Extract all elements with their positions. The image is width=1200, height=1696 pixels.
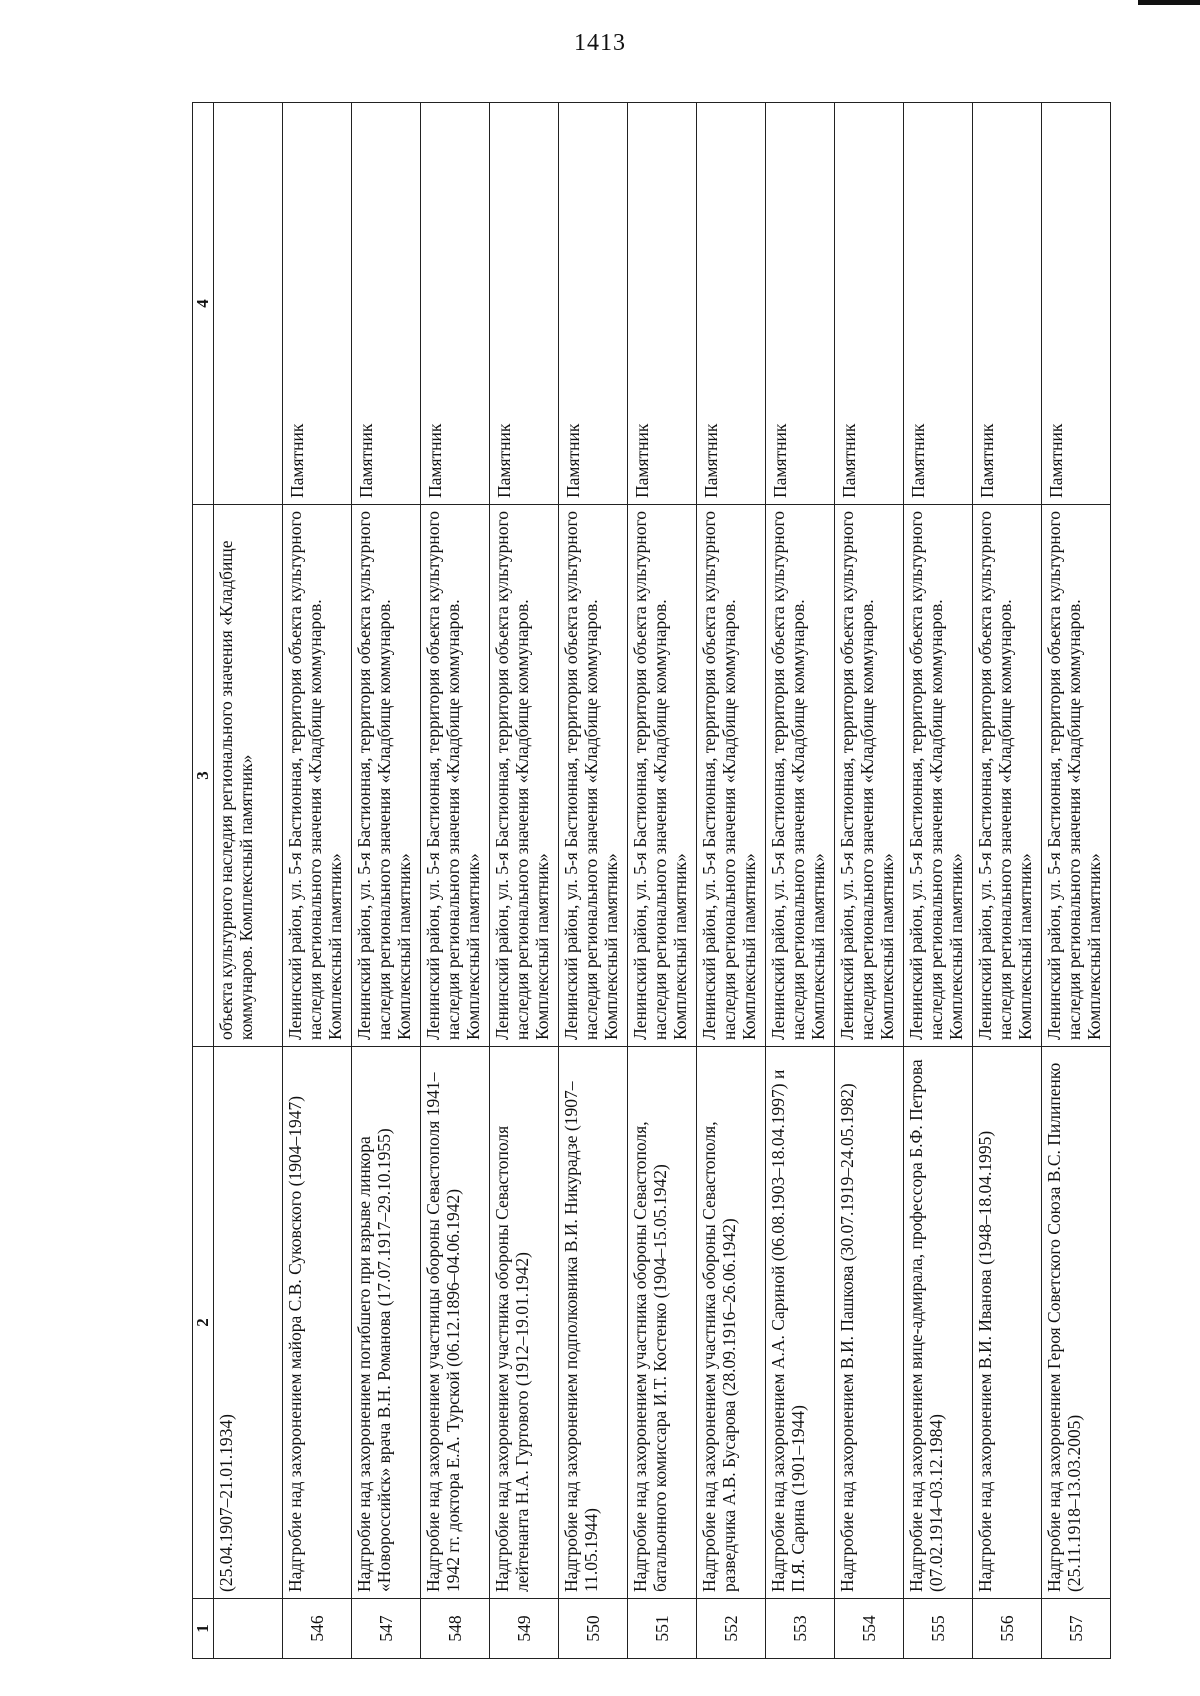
row-location: Ленинский район, ул. 5-я Бастионная, территория объекта культурного наследия регионального значения «Кладбище коммунаров. Комплексный памятник»	[421, 505, 490, 1047]
table-row	[352, 103, 421, 1659]
table-row	[559, 103, 628, 1659]
table-row	[973, 103, 1042, 1659]
row-type: Памятник	[490, 103, 559, 505]
row-type: Памятник	[628, 103, 697, 505]
table-row	[628, 103, 697, 1659]
row-type: Памятник	[766, 103, 835, 505]
row-description: Надгробие над захоронением участника обороны Севастополя, батальонного комиссара И.Т. Костенко (1904–15.05.1942)	[628, 1047, 697, 1599]
row-type: Памятник	[283, 103, 352, 505]
row-location: Ленинский район, ул. 5-я Бастионная, территория объекта культурного наследия регионального значения «Кладбище коммунаров. Комплексный памятник»	[1042, 505, 1111, 1047]
row-location: Ленинский район, ул. 5-я Бастионная, территория объекта культурного наследия регионального значения «Кладбище коммунаров. Комплексный памятник»	[352, 505, 421, 1047]
row-type	[214, 103, 283, 505]
row-type: Памятник	[352, 103, 421, 505]
row-description: Надгробие над захоронением Героя Советского Союза В.С. Пилипенко (25.11.1918–13.03.2005)	[1042, 1047, 1111, 1599]
rotated-table-sheet	[192, 103, 1104, 1659]
row-description: Надгробие над захоронением А.А. Сариной (06.08.1903–18.04.1997) и П.Я. Сарина (1901–1944)	[766, 1047, 835, 1599]
column-header-2: 2	[193, 1047, 214, 1599]
row-type: Памятник	[559, 103, 628, 505]
row-type: Памятник	[835, 103, 904, 505]
row-description: Надгробие над захоронением В.И. Пашкова (30.07.1919–24.05.1982)	[835, 1047, 904, 1599]
monuments-table	[192, 102, 1111, 1659]
table-row	[697, 103, 766, 1659]
table-row	[835, 103, 904, 1659]
row-number: 551	[628, 1599, 697, 1659]
scan-edge-mark	[1138, 0, 1200, 5]
table-rotation-wrapper	[192, 103, 1104, 1659]
row-number: 557	[1042, 1599, 1111, 1659]
table-row	[1042, 103, 1111, 1659]
page-number: 1413	[574, 30, 626, 56]
column-header-3: 3	[193, 505, 214, 1047]
row-number: 549	[490, 1599, 559, 1659]
table-row	[766, 103, 835, 1659]
row-number: 555	[904, 1599, 973, 1659]
row-number: 553	[766, 1599, 835, 1659]
row-location: Ленинский район, ул. 5-я Бастионная, территория объекта культурного наследия регионального значения «Кладбище коммунаров. Комплексный памятник»	[904, 505, 973, 1047]
column-header-4: 4	[193, 103, 214, 505]
row-description: Надгробие над захоронением участника обороны Севастополя лейтенанта Н.А. Гуртового (1912–19.01.1942)	[490, 1047, 559, 1599]
row-description: Надгробие над захоронением В.И. Иванова (1948–18.04.1995)	[973, 1047, 1042, 1599]
table-row	[283, 103, 352, 1659]
row-number: 547	[352, 1599, 421, 1659]
row-description: Надгробие над захоронением вице-адмирала, профессора Б.Ф. Петрова (07.02.1914–03.12.1984)	[904, 1047, 973, 1599]
row-number: 552	[697, 1599, 766, 1659]
row-location: Ленинский район, ул. 5-я Бастионная, территория объекта культурного наследия регионального значения «Кладбище коммунаров. Комплексный памятник»	[835, 505, 904, 1047]
row-location: Ленинский район, ул. 5-я Бастионная, территория объекта культурного наследия регионального значения «Кладбище коммунаров. Комплексный памятник»	[697, 505, 766, 1047]
table-row	[421, 103, 490, 1659]
row-type: Памятник	[697, 103, 766, 505]
table-row	[904, 103, 973, 1659]
column-header-1: 1	[193, 1599, 214, 1659]
row-number: 548	[421, 1599, 490, 1659]
row-description: Надгробие над захоронением майора С.В. Суковского (1904–1947)	[283, 1047, 352, 1599]
row-description: Надгробие над захоронением участницы обороны Севастополя 1941–1942 гг. доктора Е.А. Турской (06.12.1896–04.06.1942)	[421, 1047, 490, 1599]
row-type: Памятник	[973, 103, 1042, 505]
row-description: Надгробие над захоронением подполковника В.И. Никурадзе (1907–11.05.1944)	[559, 1047, 628, 1599]
row-location: объекта культурного наследия регионального значения «Кладбище коммунаров. Комплексный памятник»	[214, 505, 283, 1047]
row-type: Памятник	[421, 103, 490, 505]
continuation-row	[214, 103, 283, 1659]
row-location: Ленинский район, ул. 5-я Бастионная, территория объекта культурного наследия регионального значения «Кладбище коммунаров. Комплексный памятник»	[628, 505, 697, 1047]
row-location: Ленинский район, ул. 5-я Бастионная, территория объекта культурного наследия регионального значения «Кладбище коммунаров. Комплексный памятник»	[766, 505, 835, 1047]
row-description: Надгробие над захоронением погибшего при взрыве линкора «Новороссийск» врача В.Н. Романова (17.07.1917–29.10.1955)	[352, 1047, 421, 1599]
row-location: Ленинский район, ул. 5-я Бастионная, территория объекта культурного наследия регионального значения «Кладбище коммунаров. Комплексный памятник»	[283, 505, 352, 1047]
row-description: (25.04.1907–21.01.1934)	[214, 1047, 283, 1599]
row-number: 556	[973, 1599, 1042, 1659]
row-number: 554	[835, 1599, 904, 1659]
row-type: Памятник	[904, 103, 973, 505]
row-location: Ленинский район, ул. 5-я Бастионная, территория объекта культурного наследия регионального значения «Кладбище коммунаров. Комплексный памятник»	[559, 505, 628, 1047]
row-description: Надгробие над захоронением участника обороны Севастополя, разведчика А.В. Бусарова (28.09.1916–26.06.1942)	[697, 1047, 766, 1599]
table-row	[490, 103, 559, 1659]
row-location: Ленинский район, ул. 5-я Бастионная, территория объекта культурного наследия регионального значения «Кладбище коммунаров. Комплексный памятник»	[973, 505, 1042, 1047]
row-number: 550	[559, 1599, 628, 1659]
row-type: Памятник	[1042, 103, 1111, 505]
column-number-row	[193, 103, 214, 1659]
row-location: Ленинский район, ул. 5-я Бастионная, территория объекта культурного наследия регионального значения «Кладбище коммунаров. Комплексный памятник»	[490, 505, 559, 1047]
row-number	[214, 1599, 283, 1659]
row-number: 546	[283, 1599, 352, 1659]
